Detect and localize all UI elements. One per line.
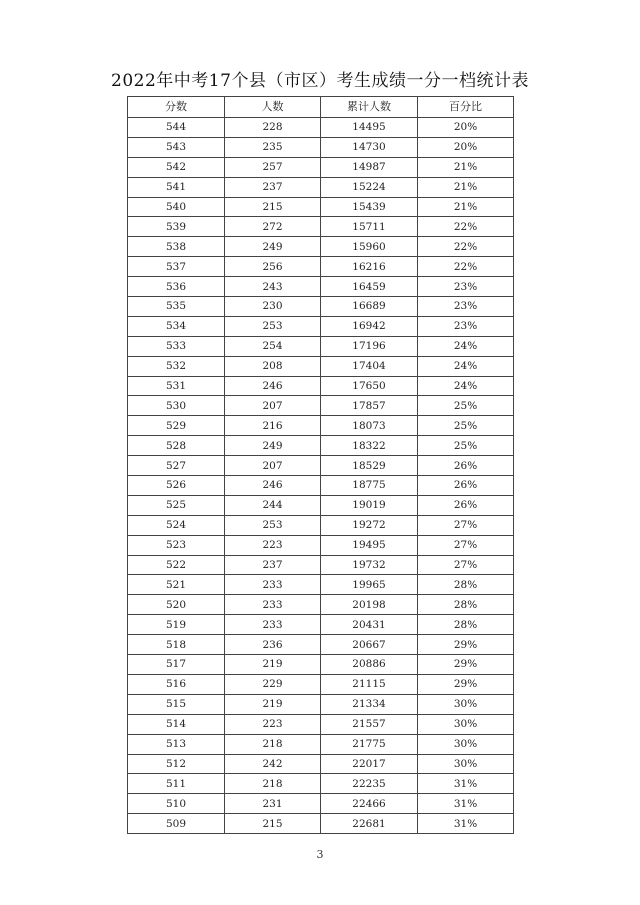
cell-score: 539 — [128, 217, 225, 237]
cell-score: 509 — [128, 814, 225, 834]
cell-percentage: 30% — [418, 734, 514, 754]
cell-percentage: 30% — [418, 754, 514, 774]
table-row — [128, 396, 514, 416]
cell-percentage: 27% — [418, 555, 514, 575]
cell-cumulative: 15224 — [321, 177, 418, 197]
cell-cumulative: 20667 — [321, 635, 418, 655]
cell-count: 272 — [225, 217, 321, 237]
cell-count: 215 — [225, 197, 321, 217]
cell-percentage: 20% — [418, 137, 514, 157]
cell-count: 207 — [225, 396, 321, 416]
table-row — [128, 217, 514, 237]
cell-percentage: 29% — [418, 655, 514, 675]
table-row — [128, 137, 514, 157]
cell-percentage: 24% — [418, 376, 514, 396]
table-row — [128, 376, 514, 396]
cell-cumulative: 18775 — [321, 476, 418, 496]
table-row — [128, 177, 514, 197]
cell-score: 540 — [128, 197, 225, 217]
table-row — [128, 674, 514, 694]
page-number: 3 — [316, 848, 324, 861]
cell-count: 256 — [225, 257, 321, 277]
cell-percentage: 23% — [418, 277, 514, 297]
cell-count: 230 — [225, 297, 321, 317]
cell-score: 510 — [128, 794, 225, 814]
cell-score: 525 — [128, 495, 225, 515]
table-row — [128, 615, 514, 635]
table-row — [128, 436, 514, 456]
cell-cumulative: 17857 — [321, 396, 418, 416]
cell-count: 235 — [225, 137, 321, 157]
cell-count: 257 — [225, 157, 321, 177]
table-row — [128, 277, 514, 297]
table-row — [128, 197, 514, 217]
cell-percentage: 30% — [418, 694, 514, 714]
cell-count: 246 — [225, 376, 321, 396]
table-row — [128, 595, 514, 615]
cell-score: 537 — [128, 257, 225, 277]
cell-cumulative: 21334 — [321, 694, 418, 714]
table-row — [128, 157, 514, 177]
cell-cumulative: 15439 — [321, 197, 418, 217]
cell-score: 512 — [128, 754, 225, 774]
cell-cumulative: 20886 — [321, 655, 418, 675]
cell-score: 524 — [128, 515, 225, 535]
cell-score: 542 — [128, 157, 225, 177]
cell-score: 527 — [128, 456, 225, 476]
cell-score: 523 — [128, 535, 225, 555]
cell-percentage: 24% — [418, 356, 514, 376]
cell-percentage: 26% — [418, 495, 514, 515]
table-row — [128, 476, 514, 496]
cell-percentage: 22% — [418, 257, 514, 277]
cell-count: 216 — [225, 416, 321, 436]
cell-percentage: 27% — [418, 535, 514, 555]
cell-count: 219 — [225, 694, 321, 714]
cell-cumulative: 16942 — [321, 316, 418, 336]
cell-count: 249 — [225, 237, 321, 257]
cell-score: 534 — [128, 316, 225, 336]
cell-cumulative: 16216 — [321, 257, 418, 277]
table-row — [128, 257, 514, 277]
table-row — [128, 774, 514, 794]
cell-cumulative: 17196 — [321, 336, 418, 356]
cell-count: 223 — [225, 714, 321, 734]
cell-cumulative: 21115 — [321, 674, 418, 694]
header-cumulative: 累计人数 — [321, 97, 418, 118]
document-title: 2022年中考17个县（市区）考生成绩一分一档统计表 — [111, 71, 529, 91]
cell-percentage: 25% — [418, 436, 514, 456]
cell-count: 254 — [225, 336, 321, 356]
table-row — [128, 714, 514, 734]
cell-count: 223 — [225, 535, 321, 555]
cell-cumulative: 19272 — [321, 515, 418, 535]
cell-count: 246 — [225, 476, 321, 496]
cell-score: 531 — [128, 376, 225, 396]
table-row — [128, 495, 514, 515]
cell-percentage: 21% — [418, 177, 514, 197]
cell-percentage: 28% — [418, 575, 514, 595]
table-row — [128, 237, 514, 257]
table-row — [128, 655, 514, 675]
cell-count: 231 — [225, 794, 321, 814]
table-header-row — [128, 97, 514, 118]
cell-count: 218 — [225, 734, 321, 754]
table-row — [128, 297, 514, 317]
cell-cumulative: 14730 — [321, 137, 418, 157]
table-row — [128, 555, 514, 575]
cell-cumulative: 18073 — [321, 416, 418, 436]
cell-count: 233 — [225, 615, 321, 635]
cell-cumulative: 17650 — [321, 376, 418, 396]
cell-percentage: 28% — [418, 615, 514, 635]
cell-count: 219 — [225, 655, 321, 675]
cell-percentage: 29% — [418, 674, 514, 694]
cell-cumulative: 21775 — [321, 734, 418, 754]
cell-percentage: 21% — [418, 197, 514, 217]
cell-cumulative: 15711 — [321, 217, 418, 237]
cell-count: 237 — [225, 177, 321, 197]
cell-cumulative: 22017 — [321, 754, 418, 774]
cell-cumulative: 22466 — [321, 794, 418, 814]
cell-count: 253 — [225, 316, 321, 336]
cell-percentage: 22% — [418, 217, 514, 237]
cell-cumulative: 22235 — [321, 774, 418, 794]
table-row — [128, 734, 514, 754]
cell-count: 249 — [225, 436, 321, 456]
cell-score: 515 — [128, 694, 225, 714]
header-count: 人数 — [225, 97, 321, 118]
cell-cumulative: 16689 — [321, 297, 418, 317]
cell-score: 533 — [128, 336, 225, 356]
header-score: 分数 — [128, 97, 225, 118]
cell-count: 244 — [225, 495, 321, 515]
cell-score: 520 — [128, 595, 225, 615]
cell-score: 543 — [128, 137, 225, 157]
cell-cumulative: 21557 — [321, 714, 418, 734]
cell-count: 233 — [225, 575, 321, 595]
cell-count: 237 — [225, 555, 321, 575]
cell-cumulative: 18529 — [321, 456, 418, 476]
cell-cumulative: 22681 — [321, 814, 418, 834]
cell-percentage: 20% — [418, 118, 514, 138]
cell-score: 522 — [128, 555, 225, 575]
cell-count: 233 — [225, 595, 321, 615]
table-row — [128, 356, 514, 376]
cell-score: 529 — [128, 416, 225, 436]
cell-percentage: 26% — [418, 476, 514, 496]
cell-count: 207 — [225, 456, 321, 476]
table-row — [128, 456, 514, 476]
cell-cumulative: 20431 — [321, 615, 418, 635]
cell-percentage: 30% — [418, 714, 514, 734]
cell-score: 541 — [128, 177, 225, 197]
cell-percentage: 29% — [418, 635, 514, 655]
cell-percentage: 31% — [418, 794, 514, 814]
table-row — [128, 535, 514, 555]
cell-percentage: 25% — [418, 416, 514, 436]
table-row — [128, 814, 514, 834]
cell-score: 532 — [128, 356, 225, 376]
table-row — [128, 416, 514, 436]
cell-count: 208 — [225, 356, 321, 376]
cell-cumulative: 19965 — [321, 575, 418, 595]
cell-percentage: 22% — [418, 237, 514, 257]
score-distribution-table — [127, 96, 514, 834]
table-row — [128, 575, 514, 595]
cell-score: 521 — [128, 575, 225, 595]
cell-score: 516 — [128, 674, 225, 694]
table-row — [128, 118, 514, 138]
cell-percentage: 27% — [418, 515, 514, 535]
cell-score: 528 — [128, 436, 225, 456]
cell-percentage: 24% — [418, 336, 514, 356]
cell-percentage: 31% — [418, 774, 514, 794]
header-percentage: 百分比 — [418, 97, 514, 118]
table-row — [128, 694, 514, 714]
cell-cumulative: 15960 — [321, 237, 418, 257]
cell-cumulative: 20198 — [321, 595, 418, 615]
cell-score: 544 — [128, 118, 225, 138]
cell-score: 514 — [128, 714, 225, 734]
cell-score: 518 — [128, 635, 225, 655]
cell-percentage: 25% — [418, 396, 514, 416]
cell-score: 530 — [128, 396, 225, 416]
cell-count: 228 — [225, 118, 321, 138]
cell-cumulative: 19019 — [321, 495, 418, 515]
cell-cumulative: 19495 — [321, 535, 418, 555]
table-row — [128, 754, 514, 774]
cell-percentage: 21% — [418, 157, 514, 177]
cell-score: 511 — [128, 774, 225, 794]
cell-count: 229 — [225, 674, 321, 694]
table-row — [128, 515, 514, 535]
cell-cumulative: 14495 — [321, 118, 418, 138]
cell-score: 536 — [128, 277, 225, 297]
cell-percentage: 26% — [418, 456, 514, 476]
cell-count: 236 — [225, 635, 321, 655]
cell-cumulative: 16459 — [321, 277, 418, 297]
cell-cumulative: 14987 — [321, 157, 418, 177]
table-row — [128, 635, 514, 655]
cell-percentage: 23% — [418, 297, 514, 317]
cell-percentage: 31% — [418, 814, 514, 834]
cell-score: 519 — [128, 615, 225, 635]
cell-cumulative: 18322 — [321, 436, 418, 456]
cell-percentage: 28% — [418, 595, 514, 615]
cell-cumulative: 17404 — [321, 356, 418, 376]
table-row — [128, 794, 514, 814]
table-body — [128, 118, 514, 834]
cell-score: 535 — [128, 297, 225, 317]
cell-score: 538 — [128, 237, 225, 257]
cell-percentage: 23% — [418, 316, 514, 336]
cell-count: 218 — [225, 774, 321, 794]
cell-score: 526 — [128, 476, 225, 496]
table-row — [128, 336, 514, 356]
cell-score: 517 — [128, 655, 225, 675]
cell-cumulative: 19732 — [321, 555, 418, 575]
cell-count: 243 — [225, 277, 321, 297]
table-row — [128, 316, 514, 336]
cell-count: 253 — [225, 515, 321, 535]
cell-score: 513 — [128, 734, 225, 754]
cell-count: 215 — [225, 814, 321, 834]
cell-count: 242 — [225, 754, 321, 774]
